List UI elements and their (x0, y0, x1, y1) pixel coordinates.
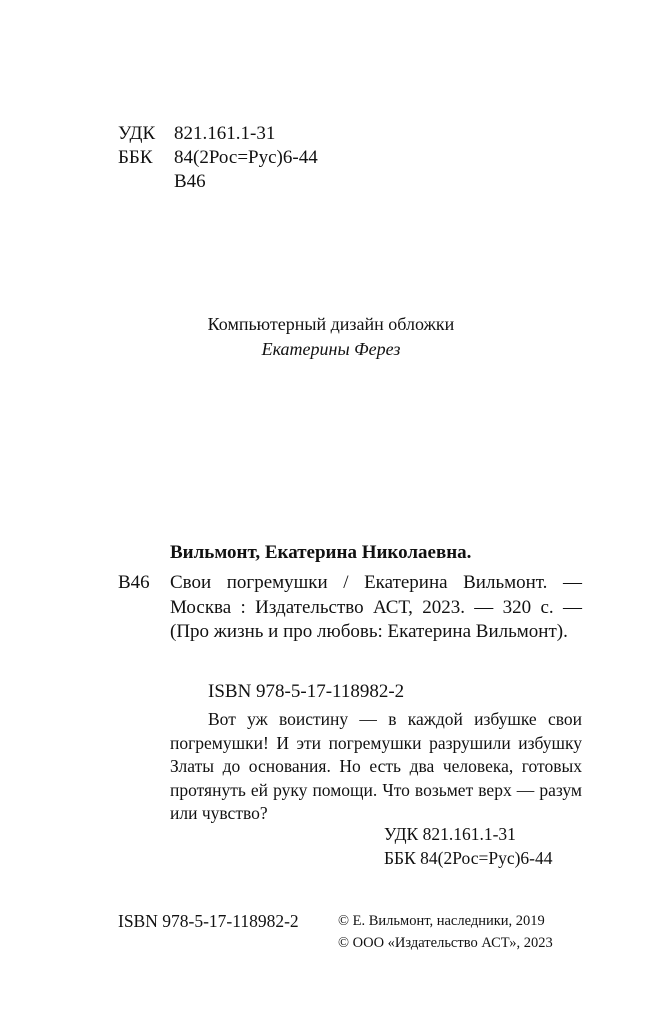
catalog-bbk: ББК 84(2Рос=Рус)6-44 (384, 847, 553, 868)
copyright-author: © Е. Вильмонт, наследники, 2019 (338, 913, 545, 929)
copyright-publisher: © ООО «Издательство АСТ», 2023 (338, 935, 553, 951)
copyright-block (338, 910, 553, 954)
bbk-row (118, 146, 318, 170)
author-heading: Вильмонт, Екатерина Николаевна. (170, 542, 472, 563)
udk-row (118, 122, 318, 146)
cover-design-label: Компьютерный дизайн обложки (207, 314, 455, 334)
author-mark-row (118, 170, 318, 194)
bibliographic-description: Свои погремушки / Екатерина Вильмонт. — Москва : Издательство АСТ, 2023. — 320 с. — (Про жизнь и про любовь: Екатерина Вильмонт). (170, 572, 582, 642)
footer-isbn: ISBN 978-5-17-118982-2 (118, 911, 299, 931)
catalog-classification (384, 823, 553, 870)
cover-designer-name: Екатерины Ферез (261, 339, 401, 359)
annotation: Вот уж воистину — в каждой избушке свои погремушки! И эти погремушки разрушили избушку Златы до основания. Но есть два человека, готовых протянуть ей руку помощи. Что возьмет верх — разум или чувство? (170, 709, 582, 823)
author-mark: В46 (174, 171, 206, 192)
udk-value: 821.161.1-31 (174, 123, 276, 144)
udk-label: УДК (118, 123, 156, 144)
catalog-author-mark: В46 (118, 572, 150, 593)
catalog-isbn: ISBN 978-5-17-118982-2 (208, 681, 405, 702)
bbk-value: 84(2Рос=Рус)6-44 (174, 147, 318, 168)
cover-design-credit (0, 312, 662, 362)
bbk-label: ББК (118, 147, 153, 168)
catalog-udk: УДК 821.161.1-31 (384, 824, 516, 844)
classification-block (118, 122, 318, 194)
